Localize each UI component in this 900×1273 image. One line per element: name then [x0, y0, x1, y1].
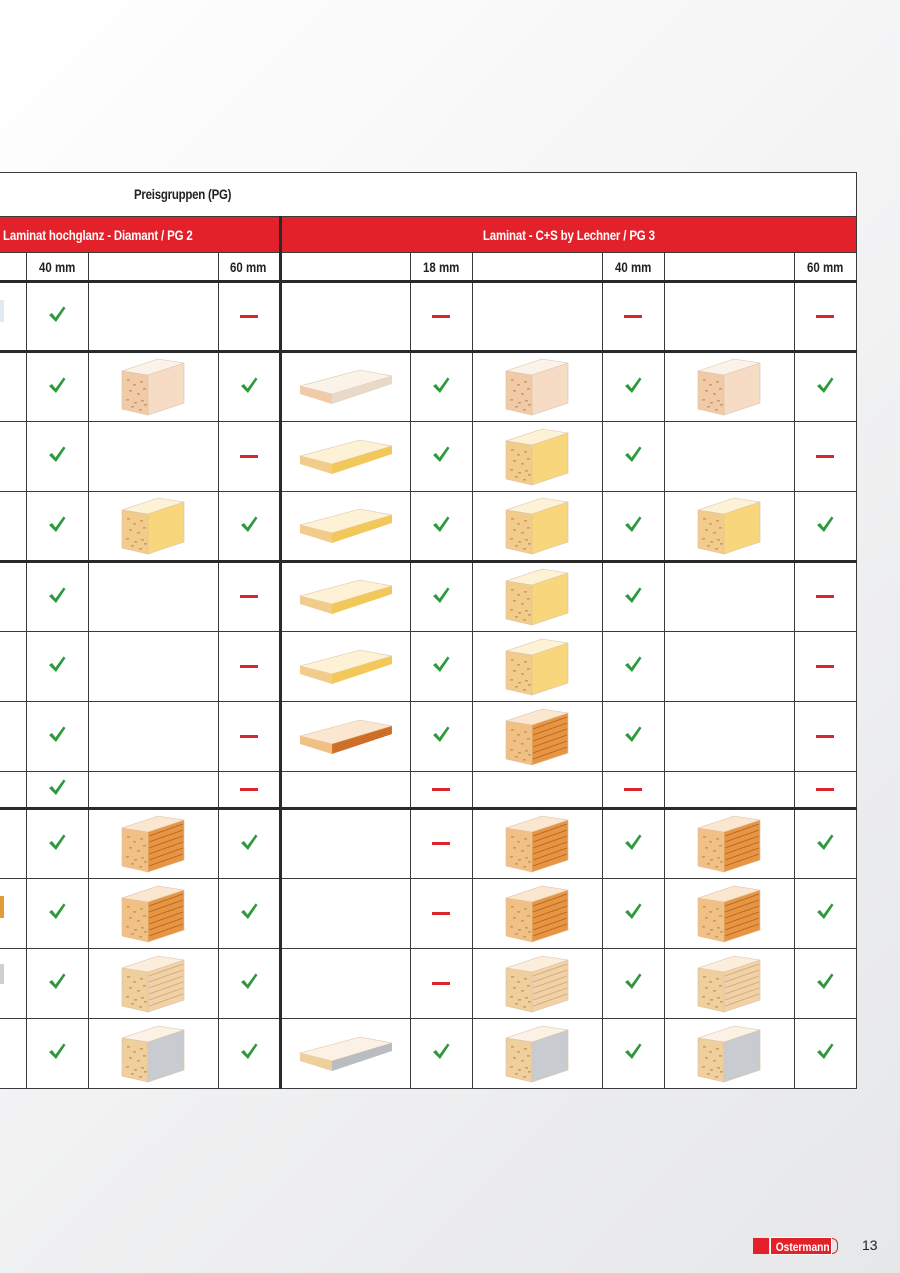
dash-icon [816, 665, 834, 668]
edge-block-image [502, 357, 572, 417]
table-cell [280, 422, 410, 492]
thickness-label: 40 mm [614, 258, 652, 275]
check-icon [623, 1041, 643, 1061]
check-icon [239, 1041, 259, 1061]
check-icon [239, 901, 259, 921]
check-icon [47, 901, 67, 921]
table-cell [472, 282, 602, 352]
check-icon [239, 971, 259, 991]
dash-icon [432, 842, 450, 845]
edge-block-image [118, 496, 188, 556]
dash-icon [240, 735, 258, 738]
table-cell [26, 282, 88, 352]
table-cell [794, 282, 856, 352]
table-cell [410, 1019, 472, 1089]
thickness-cell-9 [794, 253, 856, 282]
edge-board-image [298, 574, 394, 620]
check-icon [431, 1041, 451, 1061]
check-icon [815, 375, 835, 395]
table-cell [0, 422, 26, 492]
table-row [0, 422, 856, 492]
table-row [0, 352, 856, 422]
table-cell [794, 492, 856, 562]
edge-block-image [502, 884, 572, 944]
dash-icon [816, 315, 834, 318]
table-cell [280, 282, 410, 352]
table-cell [664, 562, 794, 632]
table-cell [26, 809, 88, 879]
table-cell [26, 772, 88, 809]
thickness-cell-6 [472, 253, 602, 282]
table-cell [472, 352, 602, 422]
check-icon [47, 375, 67, 395]
table-cell [664, 632, 794, 702]
table-cell [794, 1019, 856, 1089]
left-edge-sliver-2 [0, 896, 4, 918]
table-cell [280, 772, 410, 809]
table-cell [218, 562, 280, 632]
edge-block-image [502, 954, 572, 1014]
table-cell [280, 632, 410, 702]
table-cell [26, 949, 88, 1019]
edge-block-image [118, 1024, 188, 1084]
edge-block-image [502, 1024, 572, 1084]
table-cell [410, 772, 472, 809]
check-icon [47, 777, 67, 797]
table-row [0, 1019, 856, 1089]
table-cell [664, 492, 794, 562]
check-icon [47, 654, 67, 674]
price-groups-title: Preisgruppen (PG) [134, 185, 232, 202]
table-cell [794, 772, 856, 809]
edge-block-image [694, 1024, 764, 1084]
table-cell [794, 352, 856, 422]
table-cell [410, 949, 472, 1019]
table-cell [794, 632, 856, 702]
table-cell [794, 949, 856, 1019]
thickness-cell-2 [88, 253, 218, 282]
table-cell [602, 492, 664, 562]
table-cell [794, 702, 856, 772]
edge-block-image [502, 567, 572, 627]
table-cell [410, 809, 472, 879]
check-icon [239, 375, 259, 395]
check-icon [47, 585, 67, 605]
check-icon [815, 832, 835, 852]
table-cell [602, 282, 664, 352]
table-cell [472, 492, 602, 562]
page-number: 13 [862, 1237, 878, 1253]
table-cell [218, 772, 280, 809]
edge-block-image [118, 357, 188, 417]
table-cell [472, 949, 602, 1019]
table-row [0, 949, 856, 1019]
check-icon [47, 514, 67, 534]
dash-icon [432, 315, 450, 318]
check-icon [239, 832, 259, 852]
edge-block-image [118, 884, 188, 944]
table-cell [88, 632, 218, 702]
table-cell [602, 422, 664, 492]
table-cell [664, 809, 794, 879]
group-header-right-label: Laminat - C+S by Lechner / PG 3 [482, 226, 655, 243]
logo-brand-text: Ostermann [775, 1240, 830, 1254]
table-cell [664, 879, 794, 949]
table-cell [0, 772, 26, 809]
dash-icon [240, 788, 258, 791]
check-icon [47, 304, 67, 324]
thickness-cell-0 [0, 253, 26, 282]
table-cell [602, 1019, 664, 1089]
table-cell [26, 422, 88, 492]
check-icon [431, 724, 451, 744]
table-cell [280, 879, 410, 949]
edge-board-image [298, 434, 394, 480]
check-icon [431, 654, 451, 674]
check-icon [431, 514, 451, 534]
thickness-label: 60 mm [806, 258, 844, 275]
thickness-label: 40 mm [38, 258, 76, 275]
table-cell [0, 632, 26, 702]
check-icon [431, 585, 451, 605]
table-cell [0, 492, 26, 562]
table-cell [88, 949, 218, 1019]
edge-block-image [694, 357, 764, 417]
table-cell [88, 879, 218, 949]
check-icon [815, 901, 835, 921]
table-cell [472, 809, 602, 879]
dash-icon [816, 455, 834, 458]
left-edge-sliver-1 [0, 300, 4, 322]
check-icon [623, 585, 643, 605]
table-cell [218, 282, 280, 352]
table-cell [410, 879, 472, 949]
table-cell [280, 809, 410, 879]
table-cell [602, 702, 664, 772]
check-icon [47, 1041, 67, 1061]
table-cell [602, 632, 664, 702]
dash-icon [240, 595, 258, 598]
check-icon [815, 514, 835, 534]
edge-board-image [298, 1031, 394, 1077]
table-cell [280, 562, 410, 632]
check-icon [623, 654, 643, 674]
check-icon [815, 1041, 835, 1061]
table-row [0, 562, 856, 632]
table-cell [472, 562, 602, 632]
table-cell [218, 702, 280, 772]
check-icon [623, 444, 643, 464]
table-row [0, 282, 856, 352]
group-header-right [280, 217, 856, 253]
table-cell [88, 422, 218, 492]
edge-block-image [502, 427, 572, 487]
check-icon [47, 724, 67, 744]
table-row [0, 632, 856, 702]
edge-block-image [502, 637, 572, 697]
table-cell [26, 1019, 88, 1089]
dash-icon [240, 455, 258, 458]
check-icon [623, 375, 643, 395]
dash-icon [240, 315, 258, 318]
table-cell [410, 562, 472, 632]
table-cell [280, 949, 410, 1019]
table-cell [664, 352, 794, 422]
dash-icon [816, 788, 834, 791]
table-cell [410, 352, 472, 422]
table-cell [472, 632, 602, 702]
logo-square [753, 1238, 769, 1254]
edge-board-image [298, 503, 394, 549]
table-row [0, 702, 856, 772]
table-cell [472, 772, 602, 809]
check-icon [431, 375, 451, 395]
table-cell [26, 352, 88, 422]
table-cell [664, 949, 794, 1019]
table-cell [472, 879, 602, 949]
table-cell [0, 562, 26, 632]
table-cell [664, 422, 794, 492]
dash-icon [240, 665, 258, 668]
table-row [0, 879, 856, 949]
table-cell [88, 1019, 218, 1089]
table-cell [410, 282, 472, 352]
edge-block-image [694, 954, 764, 1014]
table-cell [88, 282, 218, 352]
dash-icon [432, 982, 450, 985]
table-cell [664, 702, 794, 772]
thickness-cell-8 [664, 253, 794, 282]
check-icon [623, 832, 643, 852]
thickness-cell-1 [26, 253, 88, 282]
table-row [0, 809, 856, 879]
table-cell [218, 422, 280, 492]
table-title-cell [0, 173, 856, 217]
check-icon [623, 724, 643, 744]
edge-block-image [694, 496, 764, 556]
table-cell [280, 1019, 410, 1089]
edge-block-image [694, 884, 764, 944]
table-row [0, 772, 856, 809]
dash-icon [432, 788, 450, 791]
thickness-label: 60 mm [230, 258, 267, 275]
check-icon [47, 832, 67, 852]
check-icon [623, 901, 643, 921]
logo-wordmark [770, 1237, 832, 1255]
table-cell [218, 632, 280, 702]
edge-board-image [298, 364, 394, 410]
table-cell [218, 949, 280, 1019]
dash-icon [816, 735, 834, 738]
check-icon [239, 514, 259, 534]
dash-icon [624, 315, 642, 318]
edge-board-image [298, 644, 394, 690]
thickness-cell-3 [218, 253, 280, 282]
check-icon [623, 971, 643, 991]
table-cell [88, 772, 218, 809]
table-row [0, 492, 856, 562]
table-cell [410, 702, 472, 772]
dash-icon [432, 912, 450, 915]
table-cell [794, 562, 856, 632]
table-cell [472, 1019, 602, 1089]
table-cell [218, 492, 280, 562]
table-cell [472, 422, 602, 492]
table-cell [664, 282, 794, 352]
edge-block-image [118, 954, 188, 1014]
edge-block-image [502, 496, 572, 556]
left-edge-sliver-3 [0, 964, 4, 984]
table-cell [26, 702, 88, 772]
table-cell [88, 809, 218, 879]
table-cell [26, 879, 88, 949]
logo-end-cap [832, 1238, 838, 1254]
table-cell [410, 422, 472, 492]
table-cell [88, 492, 218, 562]
table-cell [280, 702, 410, 772]
table-cell [0, 702, 26, 772]
edge-profile-table [0, 172, 857, 1089]
table-cell [218, 352, 280, 422]
table-cell [88, 702, 218, 772]
thickness-cell-5 [410, 253, 472, 282]
table-cell [218, 1019, 280, 1089]
check-icon [431, 444, 451, 464]
table-cell [88, 562, 218, 632]
table-cell [410, 632, 472, 702]
table-cell [472, 702, 602, 772]
table-cell [0, 352, 26, 422]
table-cell [602, 879, 664, 949]
check-icon [623, 514, 643, 534]
edge-block-image [118, 814, 188, 874]
thickness-label: 18 mm [422, 258, 460, 275]
table-cell [410, 492, 472, 562]
table-cell [26, 492, 88, 562]
table-cell [602, 949, 664, 1019]
thickness-cell-7 [602, 253, 664, 282]
edge-block-image [502, 814, 572, 874]
table-cell [26, 632, 88, 702]
table-cell [0, 1019, 26, 1089]
table-cell [602, 809, 664, 879]
dash-icon [816, 595, 834, 598]
table-cell [218, 809, 280, 879]
table-cell [664, 1019, 794, 1089]
group-header-left-label: Laminat hochglanz - Diamant / PG 2 [3, 226, 193, 243]
check-icon [47, 971, 67, 991]
edge-block-image [502, 707, 572, 767]
table-cell [0, 809, 26, 879]
ostermann-logo [753, 1237, 835, 1255]
table-cell [280, 352, 410, 422]
table-cell [794, 809, 856, 879]
table-cell [602, 562, 664, 632]
dash-icon [624, 788, 642, 791]
check-icon [47, 444, 67, 464]
edge-block-image [694, 814, 764, 874]
table-cell [280, 492, 410, 562]
table-cell [88, 352, 218, 422]
group-header-left [0, 217, 280, 253]
thickness-cell-4 [280, 253, 410, 282]
table-cell [26, 562, 88, 632]
edge-board-image [298, 714, 394, 760]
table-cell [602, 772, 664, 809]
table-cell [218, 879, 280, 949]
table-cell [794, 422, 856, 492]
table-cell [794, 879, 856, 949]
check-icon [815, 971, 835, 991]
table-cell [664, 772, 794, 809]
table-cell [602, 352, 664, 422]
